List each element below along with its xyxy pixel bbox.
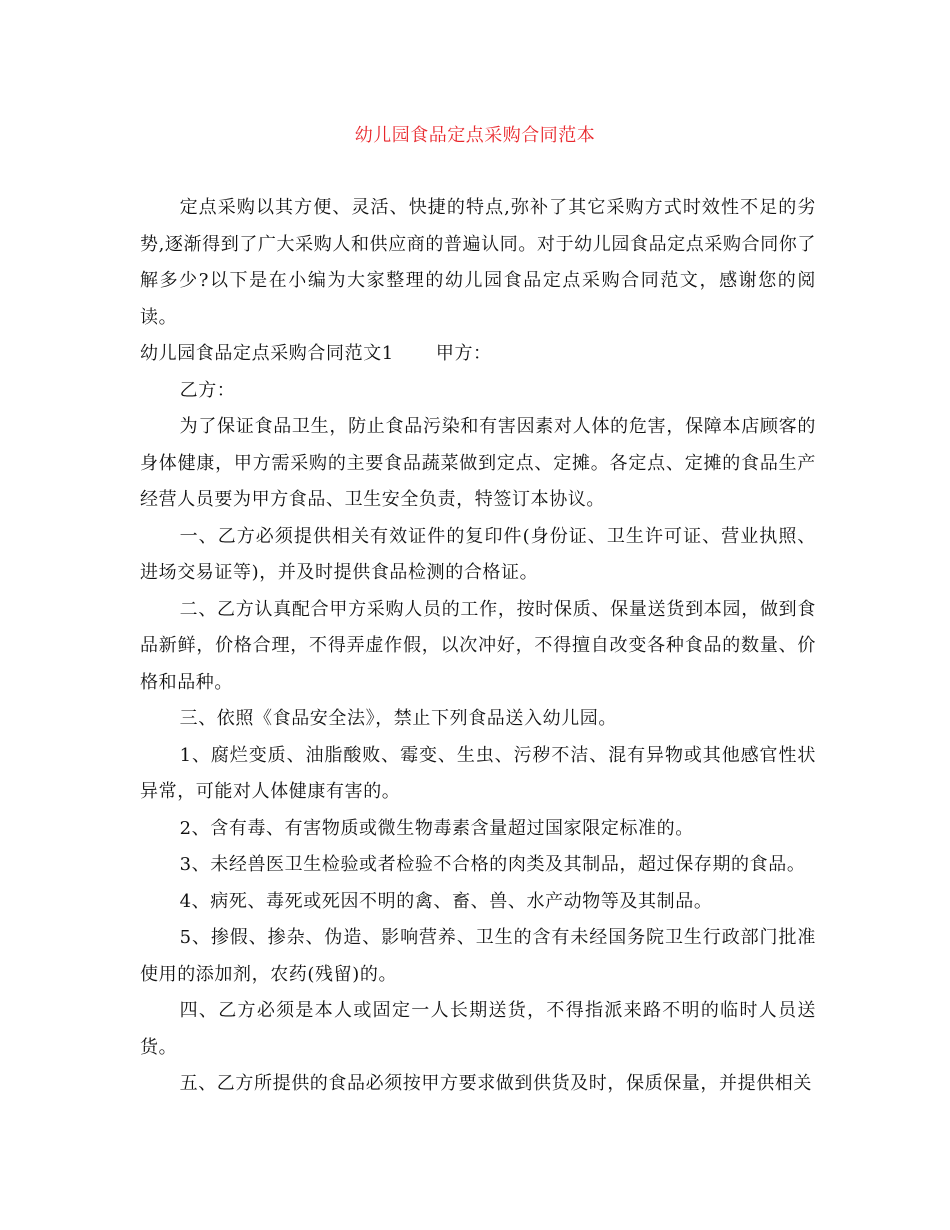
list-item: 1、腐烂变质、油脂酸败、霉变、生虫、污秽不洁、混有异物或其他感官性状异常，可能对人体健康有害的。 — [140, 744, 816, 802]
body-paragraph: 为了保证食品卫生，防止食品污染和有害因素对人体的危害，保障本店顾客的身体健康，甲方需采购的主要食品蔬菜做到定点、定摊。各定点、定摊的食品生产经营人员要为甲方食品、卫生安全负责，特签订本协议。 — [140, 416, 816, 510]
list-item: 3、未经兽医卫生检验或者检验不合格的肉类及其制品，超过保存期的食品。 — [179, 854, 806, 875]
list-item: 4、病死、毒死或死因不明的禽、畜、兽、水产动物等及其制品。 — [179, 890, 713, 912]
section-heading-line — [140, 336, 816, 373]
party-b-label: 乙方： — [179, 379, 236, 401]
clause-1: 一、乙方必须提供相关有效证件的复印件(身份证、卫生许可证、营业执照、进场交易证等)，并及时提供食品检测的合格证。 — [140, 525, 816, 583]
intro-paragraph: 定点采购以其方便、灵活、快捷的特点,弥补了其它采购方式时效性不足的劣势,逐渐得到了广大采购人和供应商的普遍认同。对于幼儿园食品定点采购合同你了解多少?以下是在小编为大家整理的幼儿园食品定点采购合同范文，感谢您的阅读。 — [140, 197, 816, 328]
clause-2: 二、乙方认真配合甲方采购人员的工作，按时保质、保量送货到本园，做到食品新鲜，价格合理，不得弄虚作假，以次冲好，不得擅自改变各种食品的数量、价格和品种。 — [140, 598, 816, 693]
clause-4: 四、乙方必须是本人或固定一人长期送货，不得指派来路不明的临时人员送货。 — [140, 1000, 816, 1058]
party-a-label: 甲方： — [435, 343, 492, 364]
clause-5: 五、乙方所提供的食品必须按甲方要求做到供货及时，保质保量，并提供相关 — [179, 1073, 812, 1094]
list-item: 2、含有毒、有害物质或微生物毒素含量超过国家限定标准的。 — [179, 817, 694, 839]
section-heading: 幼儿园食品定点采购合同范文1 — [140, 343, 394, 364]
list-item: 5、掺假、掺杂、伪造、影响营养、卫生的含有未经国务院卫生行政部门批准使用的添加剂，农药(残留)的。 — [140, 927, 816, 985]
document-title: 幼儿园食品定点采购合同范本 — [354, 125, 596, 146]
document-body — [140, 190, 816, 1103]
clause-3: 三、依照《食品安全法》，禁止下列食品送入幼儿园。 — [179, 708, 617, 729]
